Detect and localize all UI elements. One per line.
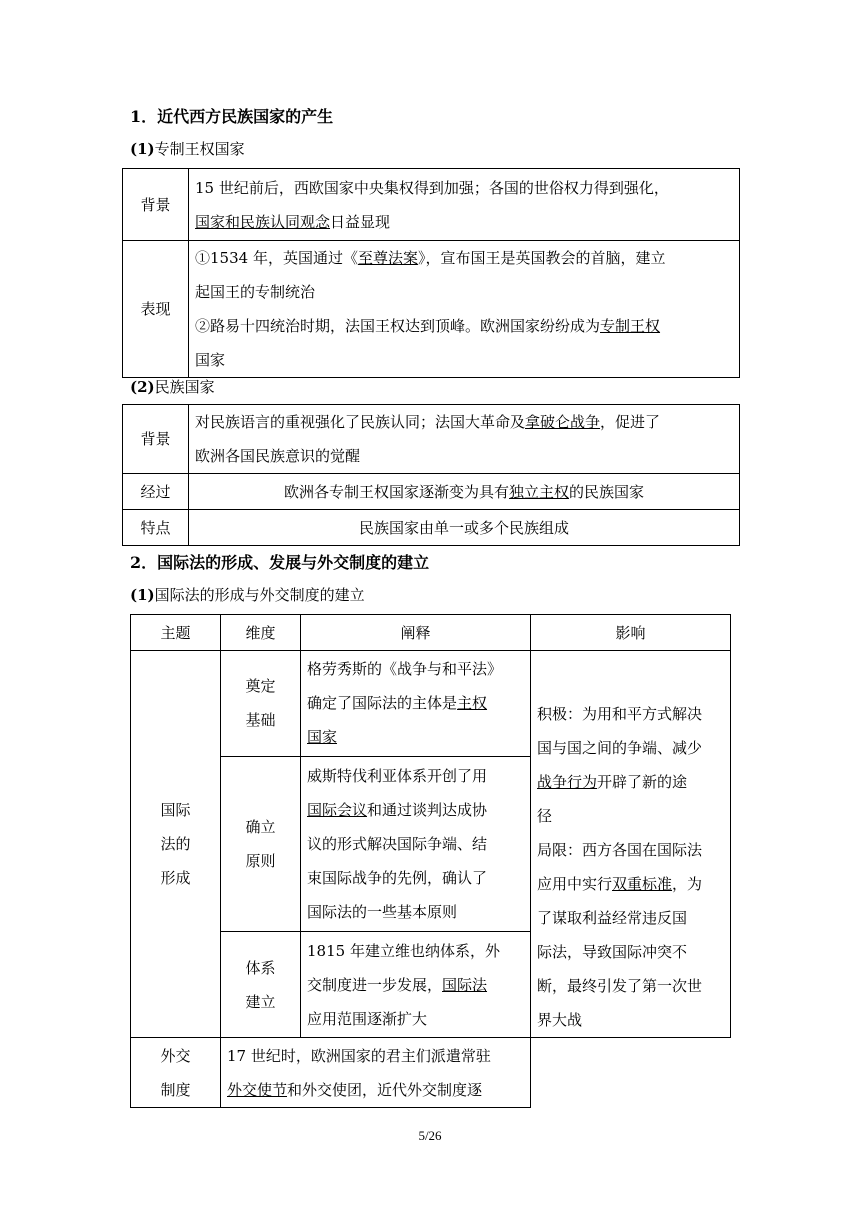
table-international-law	[130, 614, 731, 1108]
table-nation-state	[122, 404, 740, 546]
section-heading-2: 2．国际法的形成、发展与外交制度的建立	[130, 553, 430, 572]
page-number: 5/26	[418, 1128, 442, 1143]
cell-manifestation-text: ①1534 年，英国通过《至尊法案》，宣布国王是英国教会的首脑，建立 起国王的专制统治 ②路易十四统治时期，法国王权达到顶峰。欧洲国家纷纷成为专制王权 国家	[189, 241, 740, 378]
dimension-foundation: 奠定 基础	[221, 651, 301, 757]
header-influence: 影响	[531, 615, 731, 651]
explanation-principles: 威斯特伐利亚体系开创了用 国际会议和通过谈判达成协 议的形式解决国际争端、结 束国际战争的先例，确认了 国际法的一些基本原则	[301, 756, 531, 932]
label-process: 经过	[123, 474, 189, 510]
influence-cell: 积极：为用和平方式解决 国与国之间的争端、减少 战争行为开辟了新的途 径 局限：西方各国在国际法 应用中实行双重标准，为 了谋取利益经常违反国 际法，导致国际冲突不 断，最终引发了第一次世 界大战	[531, 651, 731, 1038]
dimension-principles: 确立 原则	[221, 756, 301, 932]
label-background: 背景	[123, 169, 189, 241]
subheading-nation-state: (2)民族国家	[130, 378, 215, 396]
topic-international-law: 国际 法的 形成	[131, 651, 221, 1038]
label-features: 特点	[123, 510, 189, 546]
cell-features-text: 民族国家由单一或多个民族组成	[189, 510, 740, 546]
header-dimension: 维度	[221, 615, 301, 651]
explanation-foundation: 格劳秀斯的《战争与和平法》 确定了国际法的主体是主权 国家	[301, 651, 531, 757]
table-absolute-monarchy	[122, 168, 740, 378]
explanation-system: 1815 年建立维也纳体系，外 交制度进一步发展，国际法 应用范围逐渐扩大	[301, 932, 531, 1038]
topic-diplomatic-system: 外交 制度	[131, 1038, 221, 1108]
section-heading-1: 1．近代西方民族国家的产生	[130, 107, 334, 126]
header-topic: 主题	[131, 615, 221, 651]
dimension-system: 体系 建立	[221, 932, 301, 1038]
header-explanation: 阐释	[301, 615, 531, 651]
explanation-diplomatic-system: 17 世纪时，欧洲国家的君主们派遣常驻 外交使节和外交使团，近代外交制度逐	[221, 1038, 531, 1108]
cell-process-text: 欧洲各专制王权国家逐渐变为具有独立主权的民族国家	[189, 474, 740, 510]
cell-background-2-text: 对民族语言的重视强化了民族认同；法国大革命及拿破仑战争，促进了 欧洲各国民族意识的觉醒	[189, 405, 740, 474]
label-background-2: 背景	[123, 405, 189, 474]
subheading-absolute-monarchy: (1)专制王权国家	[130, 140, 245, 158]
subheading-international-law: (1)国际法的形成与外交制度的建立	[130, 586, 365, 604]
label-manifestation: 表现	[123, 241, 189, 378]
cell-background-text: 15 世纪前后，西欧国家中央集权得到加强；各国的世俗权力得到强化， 国家和民族认同观念日益显现	[189, 169, 740, 241]
